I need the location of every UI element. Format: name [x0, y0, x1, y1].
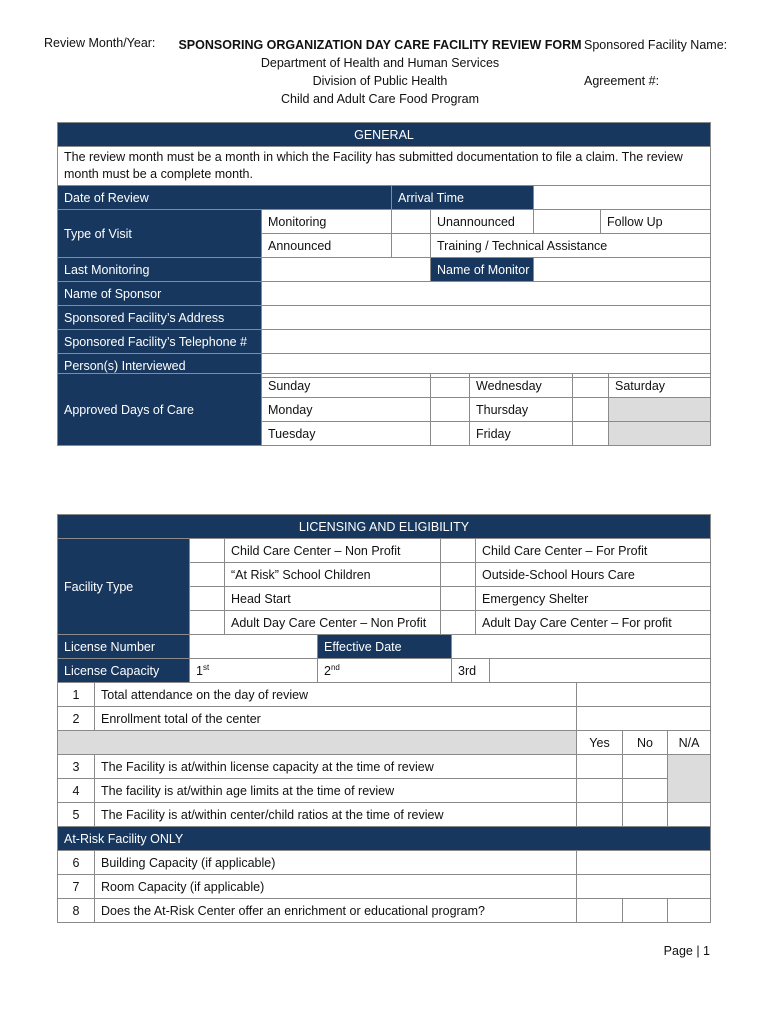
head-start-checkbox[interactable]: [190, 587, 225, 611]
licensing-table: [57, 514, 711, 635]
announced-checkbox[interactable]: [392, 234, 431, 258]
item-answer-field[interactable]: [577, 707, 711, 731]
first-sup: st: [202, 662, 210, 672]
capacity-first-field[interactable]: [190, 659, 318, 683]
day-friday: Friday: [470, 422, 573, 446]
arrival-time-label: Arrival Time: [392, 186, 534, 210]
agreement-label: Agreement #:: [584, 74, 660, 88]
approved-days-label: Approved Days of Care: [58, 374, 262, 446]
review-month-note: The review month must be a month in which the Facility has submitted documentation to file a claim. The review month must be a complete month.: [58, 147, 711, 186]
facility-telephone-label: Sponsored Facility’s Telephone #: [58, 330, 262, 354]
license-number-label: License Number: [58, 635, 190, 659]
ccc-np-checkbox[interactable]: [190, 539, 225, 563]
second-sup: nd: [330, 662, 340, 672]
licensing-section-title: LICENSING AND ELIGIBILITY: [58, 515, 711, 539]
last-monitoring-field[interactable]: [262, 258, 431, 282]
day-monday: Monday: [262, 398, 431, 422]
adc-fp-checkbox[interactable]: [441, 611, 476, 635]
table-row: [58, 803, 711, 827]
shelter-option: Emergency Shelter: [476, 587, 711, 611]
yes-header: Yes: [577, 731, 623, 755]
oshc-option: Outside-School Hours Care: [476, 563, 711, 587]
follow-up-option: Follow Up: [601, 210, 711, 234]
day-saturday: Saturday: [609, 374, 711, 398]
second-label: 2: [324, 664, 331, 679]
monday-checkbox[interactable]: [431, 398, 470, 422]
table-row: [58, 827, 711, 851]
yes-checkbox[interactable]: [577, 803, 623, 827]
review-month-year-label: Review Month/Year:: [44, 36, 156, 50]
item-number: 6: [58, 851, 95, 875]
first-label: 1: [196, 664, 203, 679]
form-header: [160, 36, 600, 108]
training-option: Training / Technical Assistance: [431, 234, 711, 258]
yes-checkbox[interactable]: [577, 779, 623, 803]
unannounced-checkbox[interactable]: [534, 210, 601, 234]
item-text: The facility is at/within age limits at the time of review: [95, 779, 577, 803]
facility-type-label: Facility Type: [58, 539, 190, 635]
third-label: 3rd: [452, 659, 490, 683]
item-number: 1: [58, 683, 95, 707]
ccc-fp-checkbox[interactable]: [441, 539, 476, 563]
table-row: [58, 683, 711, 707]
persons-interviewed-label: Person(s) Interviewed: [58, 354, 262, 378]
shaded-cell: [58, 731, 577, 755]
shelter-checkbox[interactable]: [441, 587, 476, 611]
type-of-visit-label: Type of Visit: [58, 210, 262, 258]
item-answer-field[interactable]: [577, 851, 711, 875]
ccc-fp-option: Child Care Center – For Profit: [476, 539, 711, 563]
effective-date-field[interactable]: [452, 635, 711, 659]
adc-np-checkbox[interactable]: [190, 611, 225, 635]
item-text: Building Capacity (if applicable): [95, 851, 577, 875]
item-text: The Facility is at/within license capacity at the time of review: [95, 755, 577, 779]
wednesday-checkbox[interactable]: [573, 374, 609, 398]
no-checkbox[interactable]: [623, 755, 668, 779]
shaded-cell: [609, 422, 711, 446]
item-number: 5: [58, 803, 95, 827]
facility-name-label: Sponsored Facility Name:: [584, 38, 728, 52]
item-number: 4: [58, 779, 95, 803]
item-number: 8: [58, 899, 95, 923]
yes-checkbox[interactable]: [577, 899, 623, 923]
day-sunday: Sunday: [262, 374, 431, 398]
no-checkbox[interactable]: [623, 779, 668, 803]
day-thursday: Thursday: [470, 398, 573, 422]
monitoring-option: Monitoring: [262, 210, 392, 234]
arrival-time-field[interactable]: [534, 186, 711, 210]
day-wednesday: Wednesday: [470, 374, 573, 398]
last-monitoring-label: Last Monitoring: [58, 258, 262, 282]
ccc-np-option: Child Care Center – Non Profit: [225, 539, 441, 563]
at-risk-option: “At Risk” School Children: [225, 563, 441, 587]
general-section-title: GENERAL: [58, 123, 711, 147]
form-title: SPONSORING ORGANIZATION DAY CARE FACILITY REVIEW FORM: [178, 38, 582, 52]
table-row: [58, 731, 711, 755]
general-table: [57, 122, 711, 378]
monitoring-checkbox[interactable]: [392, 210, 431, 234]
oshc-checkbox[interactable]: [441, 563, 476, 587]
license-info-table: [57, 634, 711, 683]
license-number-field[interactable]: [190, 635, 318, 659]
item-text: Total attendance on the day of review: [95, 683, 577, 707]
shaded-cell: [668, 755, 711, 803]
capacity-third-field[interactable]: [490, 659, 711, 683]
yes-checkbox[interactable]: [577, 755, 623, 779]
name-of-monitor-field[interactable]: [534, 258, 711, 282]
table-row: [58, 875, 711, 899]
na-checkbox[interactable]: [668, 899, 711, 923]
day-tuesday: Tuesday: [262, 422, 431, 446]
item-text: Enrollment total of the center: [95, 707, 577, 731]
tuesday-checkbox[interactable]: [431, 422, 470, 446]
facility-address-label: Sponsored Facility’s Address: [58, 306, 262, 330]
at-risk-checkbox[interactable]: [190, 563, 225, 587]
adc-np-option: Adult Day Care Center – Non Profit: [225, 611, 441, 635]
item-number: 2: [58, 707, 95, 731]
unannounced-option: Unannounced: [431, 210, 534, 234]
friday-checkbox[interactable]: [573, 422, 609, 446]
at-risk-only-header: At-Risk Facility ONLY: [58, 827, 711, 851]
date-of-review-label: Date of Review: [58, 186, 392, 210]
item-text: Does the At-Risk Center offer an enrichment or educational program?: [95, 899, 577, 923]
page-number: Page | 1: [663, 944, 710, 958]
review-items-table: [57, 682, 711, 923]
item-answer-field[interactable]: [577, 683, 711, 707]
program-line: Child and Adult Care Food Program: [280, 92, 480, 106]
name-of-sponsor-field[interactable]: [262, 282, 711, 306]
no-checkbox[interactable]: [623, 803, 668, 827]
adc-fp-option: Adult Day Care Center – For profit: [476, 611, 711, 635]
sunday-checkbox[interactable]: [431, 374, 470, 398]
no-checkbox[interactable]: [623, 899, 668, 923]
facility-telephone-field[interactable]: [262, 330, 711, 354]
name-of-sponsor-label: Name of Sponsor: [58, 282, 262, 306]
name-of-monitor-label: Name of Monitor: [431, 258, 534, 282]
thursday-checkbox[interactable]: [573, 398, 609, 422]
header-right: [584, 36, 727, 90]
table-row: [58, 899, 711, 923]
item-answer-field[interactable]: [577, 875, 711, 899]
item-number: 3: [58, 755, 95, 779]
shaded-cell: [609, 398, 711, 422]
effective-date-label: Effective Date: [318, 635, 452, 659]
license-capacity-label: License Capacity: [58, 659, 190, 683]
item-text: The Facility is at/within center/child ratios at the time of review: [95, 803, 577, 827]
item-text: Room Capacity (if applicable): [95, 875, 577, 899]
table-row: [58, 851, 711, 875]
item-number: 7: [58, 875, 95, 899]
table-row: [58, 755, 711, 779]
announced-option: Announced: [262, 234, 392, 258]
capacity-second-field[interactable]: [318, 659, 452, 683]
approved-days-table: [57, 373, 711, 446]
head-start-option: Head Start: [225, 587, 441, 611]
no-header: No: [623, 731, 668, 755]
department-line: Department of Health and Human Services: [260, 56, 500, 70]
division-line: Division of Public Health: [312, 74, 448, 88]
na-header: N/A: [668, 731, 711, 755]
table-row: [58, 707, 711, 731]
facility-address-field[interactable]: [262, 306, 711, 330]
na-checkbox[interactable]: [668, 803, 711, 827]
table-row: [58, 779, 711, 803]
